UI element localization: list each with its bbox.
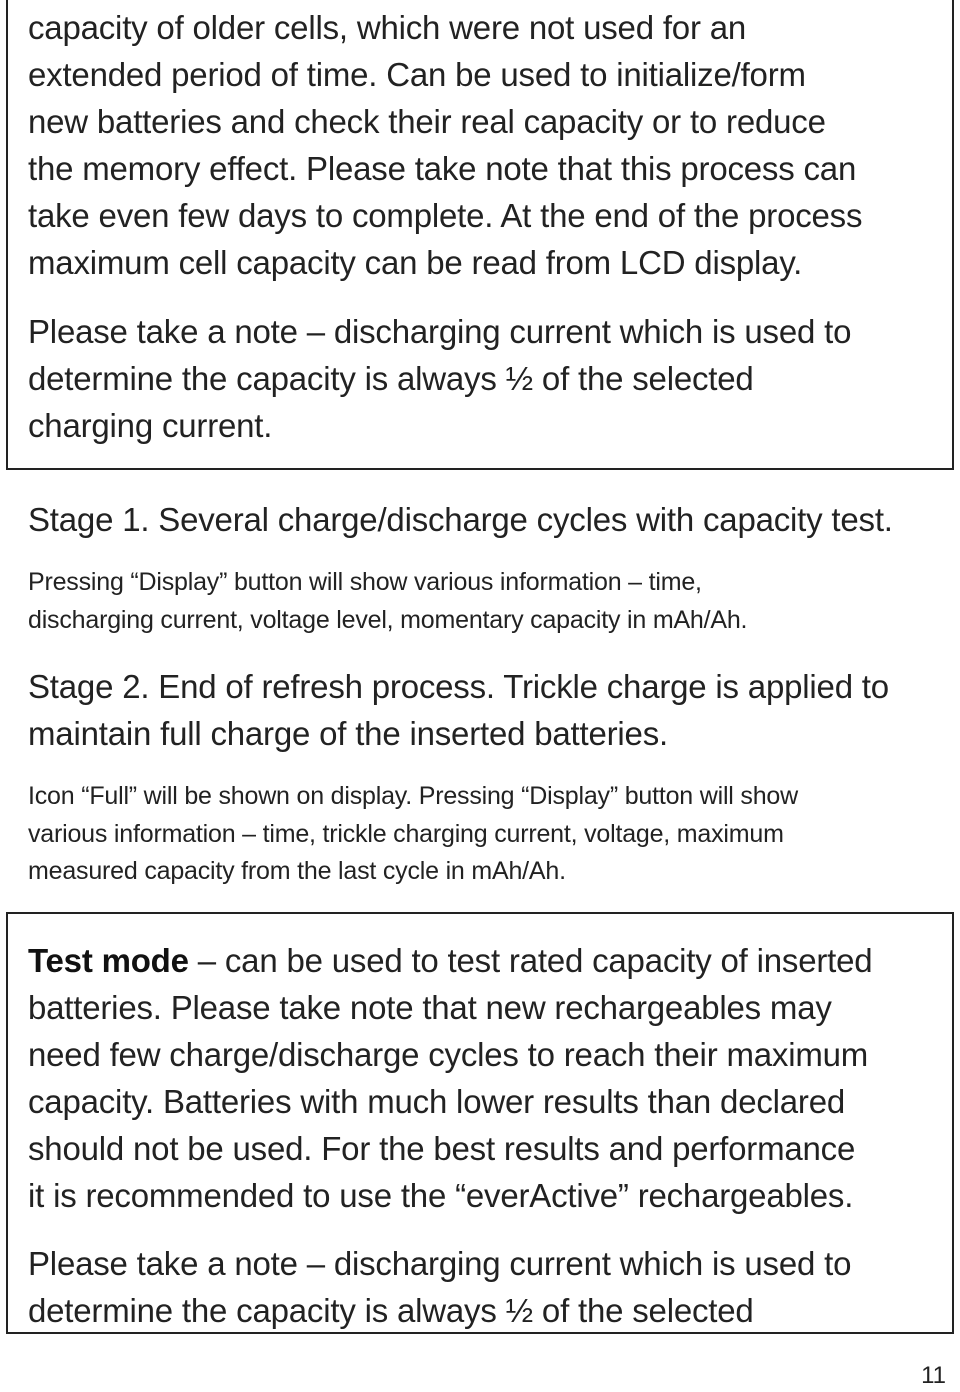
discharge-note-paragraph [28, 308, 948, 449]
text-line: it is recommended to use the “everActive” rechargeables. [28, 1177, 854, 1214]
text-line: Pressing “Display” button will show various information – time, [28, 568, 702, 596]
text-line: charging current. [28, 407, 273, 444]
text-line: measured capacity from the last cycle in mAh/Ah. [28, 857, 566, 885]
stage-2-heading [28, 663, 948, 757]
text-line: maintain full charge of the inserted batteries. [28, 715, 668, 752]
text-line: determine the capacity is always ½ of the selected [28, 1292, 754, 1329]
page-number: 11 [921, 1362, 946, 1389]
text-line: Please take a note – discharging current which is used to [28, 1245, 852, 1282]
text-line: the memory effect. Please take note that this process can [28, 150, 857, 187]
text-line: extended period of time. Can be used to initialize/form [28, 56, 806, 93]
text-line: various information – time, trickle charging current, voltage, maximum [28, 819, 784, 848]
text-line: capacity of older cells, which were not used for an [28, 9, 747, 46]
text-line: Icon “Full” will be shown on display. Pressing “Display” button will show [28, 782, 798, 810]
text-line: capacity. Batteries with much lower results than declared [28, 1083, 846, 1120]
text-line: Stage 2. End of refresh process. Trickle charge is applied to [28, 668, 889, 705]
text-line: discharging current, voltage level, momentary capacity in mAh/Ah. [28, 605, 748, 634]
test-mode-label: Test mode [28, 942, 189, 979]
test-mode-note-paragraph [28, 1240, 948, 1334]
text-line: should not be used. For the best results and performance [28, 1130, 856, 1167]
stage-2-body [28, 778, 948, 891]
text-line: maximum cell capacity can be read from LCD display. [28, 244, 803, 281]
text-line: determine the capacity is always ½ of the selected [28, 360, 754, 397]
text-line: need few charge/discharge cycles to reach their maximum [28, 1036, 869, 1073]
text-line: batteries. Please take note that new rechargeables may [28, 989, 832, 1026]
text-line: new batteries and check their real capacity or to reduce [28, 103, 826, 140]
stage-1-heading-text: Stage 1. Several charge/discharge cycles with capacity test. [28, 501, 893, 538]
refresh-mode-paragraph [28, 4, 948, 286]
test-mode-paragraph [28, 937, 948, 1219]
test-mode-intro: – can be used to test rated capacity of inserted [188, 942, 873, 979]
stage-1-heading [28, 496, 948, 543]
text-line: take even few days to complete. At the end of the process [28, 197, 863, 234]
text-line: Please take a note – discharging current which is used to [28, 313, 852, 350]
text-line [28, 937, 948, 984]
stage-1-body [28, 564, 948, 639]
